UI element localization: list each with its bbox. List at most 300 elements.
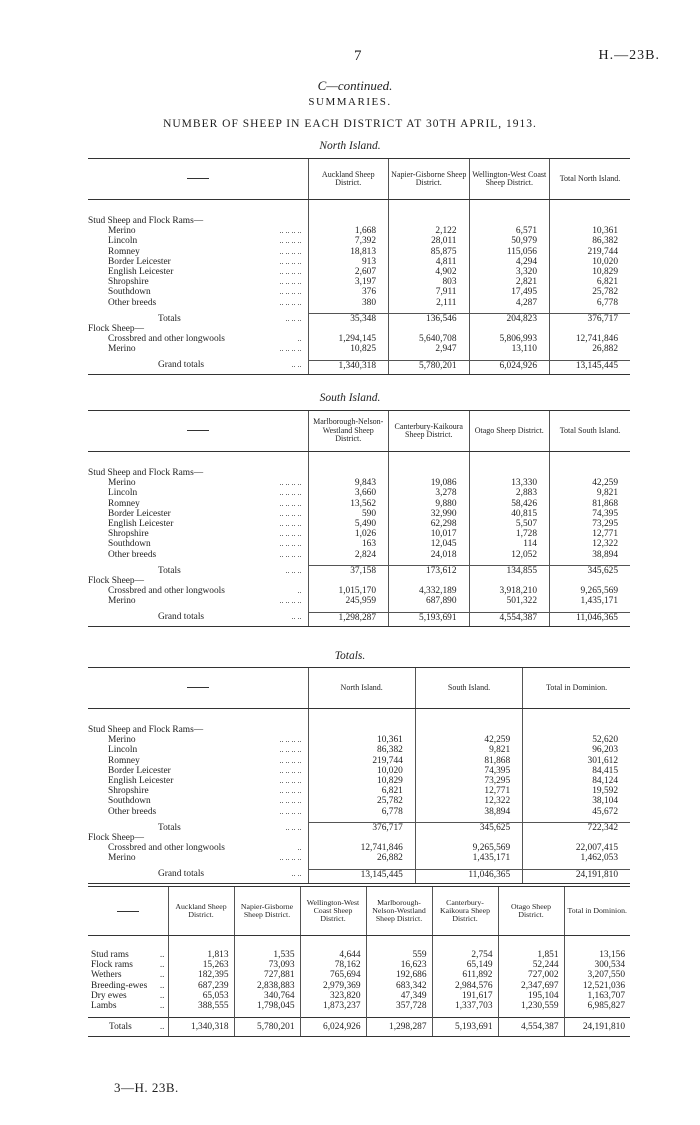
value-cell: 1,298,287	[366, 1018, 432, 1037]
table-row	[88, 843, 630, 853]
column-header: Total in Dominion.	[523, 668, 630, 709]
header-stub	[88, 411, 308, 452]
value-cell: 300,534	[564, 960, 630, 970]
value-cell: 13,145,445	[550, 360, 631, 374]
table-row	[88, 960, 630, 970]
value-cell: 12,521,036	[564, 981, 630, 991]
value-cell: 65,149	[432, 960, 498, 970]
north-island-title: North Island.	[319, 140, 381, 152]
value-cell: 81,868	[415, 756, 522, 766]
leader-dots: .. .. .. ..	[279, 745, 302, 755]
value-cell: 16,623	[366, 960, 432, 970]
value-cell: 10,020	[550, 257, 631, 267]
value-cell: 12,741,846	[550, 334, 631, 344]
value-cell: 1,873,237	[300, 1001, 366, 1011]
table-row	[88, 745, 630, 755]
column-header: Wellington-West Coast Sheep District.	[300, 887, 366, 936]
value-cell: 195,104	[498, 991, 564, 1001]
leader-dots: .. .. .. ..	[279, 508, 302, 518]
value-cell: 13,330	[469, 478, 550, 488]
column-header: Napier-Gisborne Sheep District.	[389, 159, 470, 200]
leader-dots: .. .. .. ..	[279, 755, 302, 765]
leader-dots: ..	[297, 334, 302, 344]
row-label: Totals	[158, 822, 181, 833]
leader-dots: .. .. .. ..	[279, 478, 302, 488]
value-cell: 13,156	[564, 950, 630, 960]
table-row	[88, 796, 630, 806]
value-cell: 45,672	[523, 807, 630, 817]
value-cell: 62,298	[389, 519, 470, 529]
value-cell: 78,162	[300, 960, 366, 970]
table-row	[88, 236, 630, 246]
value-cell: 9,843	[308, 478, 389, 488]
table-row	[88, 853, 630, 863]
table-row	[88, 277, 630, 287]
value-cell: 86,382	[308, 745, 415, 755]
continued-heading: C—continued.	[317, 78, 393, 93]
value-cell: 2,754	[432, 950, 498, 960]
value-cell: 52,620	[523, 735, 630, 745]
table-row	[88, 499, 630, 509]
value-cell: 803	[389, 277, 470, 287]
value-cell: 37,158	[308, 565, 389, 576]
group-heading-row	[88, 833, 630, 843]
table-row	[88, 478, 630, 488]
group-heading: Stud Sheep and Flock Rams—	[88, 216, 204, 226]
column-header: Canterbury-Kaikoura Sheep District.	[432, 887, 498, 936]
row-label	[88, 950, 168, 960]
value-cell: 4,332,189	[389, 586, 470, 596]
column-header: Napier-Gisborne Sheep District.	[234, 887, 300, 936]
column-header: Canterbury-Kaikoura Sheep District.	[389, 411, 470, 452]
value-cell: 84,124	[523, 776, 630, 786]
value-cell: 4,554,387	[498, 1018, 564, 1037]
footer-ref: 3—H. 23B.	[114, 1080, 179, 1095]
value-cell: 52,244	[498, 960, 564, 970]
column-header: Marlborough-Nelson-Westland Sheep District.	[366, 887, 432, 936]
value-cell: 5,507	[469, 519, 550, 529]
row-label: Border Leicester	[108, 508, 171, 519]
value-cell: 2,838,883	[234, 981, 300, 991]
value-cell: 192,686	[366, 970, 432, 980]
totals-row	[88, 565, 630, 576]
value-cell: 380	[308, 298, 389, 308]
table-row	[88, 776, 630, 786]
value-cell: 4,287	[469, 298, 550, 308]
header-stub	[88, 668, 308, 709]
value-cell: 4,644	[300, 950, 366, 960]
value-cell: 24,191,810	[523, 869, 630, 883]
classes-summary-table	[88, 886, 630, 1037]
value-cell: 12,771	[550, 529, 631, 539]
leader-dots: .. .. .. ..	[279, 539, 302, 549]
value-cell: 245,959	[308, 596, 389, 606]
leader-dots: .. .. .. ..	[279, 596, 302, 606]
south-island-table	[88, 410, 630, 627]
group-heading: Flock Sheep—	[88, 576, 144, 587]
table-row	[88, 596, 630, 606]
column-header: Total North Island.	[550, 159, 631, 200]
value-cell: 727,002	[498, 970, 564, 980]
value-cell: 1,026	[308, 529, 389, 539]
value-cell: 3,660	[308, 488, 389, 498]
row-label: Crossbred and other longwools	[108, 586, 225, 597]
value-cell: 73,295	[415, 776, 522, 786]
value-cell: 1,851	[498, 950, 564, 960]
value-cell: 58,426	[469, 499, 550, 509]
value-cell: 11,046,365	[550, 612, 631, 626]
row-label: Shropshire	[108, 277, 149, 288]
value-cell: 10,829	[308, 776, 415, 786]
group-heading-row	[88, 468, 630, 478]
group-heading: Flock Sheep—	[88, 324, 144, 335]
value-cell: 19,086	[389, 478, 470, 488]
north-island-table	[88, 158, 630, 375]
value-cell: 96,203	[523, 745, 630, 755]
value-cell: 6,024,926	[469, 360, 550, 374]
value-cell: 340,764	[234, 991, 300, 1001]
row-label: Romney	[108, 246, 140, 257]
column-header: Otago Sheep District.	[469, 411, 550, 452]
value-cell: 17,495	[469, 287, 550, 297]
leader-dots: .. .. .. ..	[279, 267, 302, 277]
value-cell: 323,820	[300, 991, 366, 1001]
table-row	[88, 287, 630, 297]
row-label: Grand totals	[88, 869, 228, 883]
leader-dots: ..	[159, 1001, 165, 1012]
table-row	[88, 970, 630, 980]
value-cell: 25,782	[308, 796, 415, 806]
value-cell: 1,668	[308, 226, 389, 236]
page-number: 7	[354, 48, 362, 64]
table-row	[88, 981, 630, 991]
table-row	[88, 756, 630, 766]
value-cell: 683,342	[366, 981, 432, 991]
table-row	[88, 807, 630, 817]
value-cell: 687,239	[168, 981, 234, 991]
value-cell: 3,918,210	[469, 586, 550, 596]
value-cell: 9,821	[415, 745, 522, 755]
table-row	[88, 529, 630, 539]
leader-dots: .. .. .. ..	[279, 853, 302, 863]
value-cell: 13,145,445	[308, 869, 415, 883]
value-cell: 5,806,993	[469, 334, 550, 344]
value-cell: 15,263	[168, 960, 234, 970]
value-cell: 727,881	[234, 970, 300, 980]
row-label: English Leicester	[108, 776, 174, 787]
value-cell: 26,882	[308, 853, 415, 863]
value-cell: 9,265,569	[550, 586, 631, 596]
value-cell: 24,191,810	[564, 1018, 630, 1037]
value-cell: 74,395	[415, 766, 522, 776]
value-cell: 590	[308, 509, 389, 519]
value-cell: 136,546	[389, 313, 470, 324]
value-cell: 3,278	[389, 488, 470, 498]
leader-dots: .. .. .. ..	[279, 765, 302, 775]
table-row	[88, 586, 630, 596]
row-label	[88, 981, 168, 991]
row-label: Other breeds	[108, 806, 157, 817]
column-header: North Island.	[308, 668, 415, 709]
value-cell: 1,294,145	[308, 334, 389, 344]
leader-dots: ..	[159, 990, 165, 1001]
value-cell: 219,744	[308, 756, 415, 766]
value-cell: 219,744	[550, 247, 631, 257]
value-cell: 38,894	[415, 807, 522, 817]
leader-dots: .. .. .. ..	[279, 236, 302, 246]
table-row	[88, 257, 630, 267]
row-label: Merino	[108, 344, 136, 355]
column-header: Total South Island.	[550, 411, 631, 452]
value-cell: 6,985,827	[564, 1001, 630, 1011]
value-cell: 73,093	[234, 960, 300, 970]
group-heading-row	[88, 324, 630, 334]
value-cell: 10,825	[308, 344, 389, 354]
group-heading-row	[88, 216, 630, 226]
row-label	[88, 1001, 168, 1011]
value-cell: 50,979	[469, 236, 550, 246]
table-row	[88, 735, 630, 745]
grand-totals-row	[88, 869, 630, 883]
value-cell: 163	[308, 539, 389, 549]
row-label: Southdown	[108, 287, 151, 298]
value-cell: 2,122	[389, 226, 470, 236]
leader-dots: .. .. .. ..	[279, 488, 302, 498]
leader-dots: ..	[159, 950, 165, 960]
leader-dots: .. .. .. ..	[279, 297, 302, 307]
leader-dots: .. .. .. ..	[279, 344, 302, 354]
table-row	[88, 519, 630, 529]
row-label-text: Lambs	[91, 1001, 117, 1012]
row-label: Totals	[158, 313, 181, 324]
main-title: NUMBER OF SHEEP IN EACH DISTRICT AT 30TH APRIL, 1913.	[163, 118, 537, 130]
table-row	[88, 786, 630, 796]
row-label-text: Stud rams	[91, 950, 129, 960]
value-cell: 765,694	[300, 970, 366, 980]
leader-dots: .. ..	[228, 360, 308, 374]
table-row	[88, 247, 630, 257]
leader-dots: ..	[159, 980, 165, 991]
row-label-text: Breeding-ewes	[91, 980, 148, 991]
value-cell: 12,322	[550, 539, 631, 549]
row-label: Merino	[108, 735, 136, 746]
summaries-heading: SUMMARIES.	[308, 96, 392, 108]
column-header: Marlborough-Nelson-Westland Sheep District.	[308, 411, 389, 452]
row-label: Totals	[158, 565, 181, 576]
leader-dots: .. .. ..	[285, 313, 302, 323]
totals-table	[88, 667, 630, 884]
value-cell: 24,018	[389, 550, 470, 560]
totals-row	[88, 313, 630, 324]
value-cell: 12,052	[469, 550, 550, 560]
value-cell: 2,984,576	[432, 981, 498, 991]
leader-dots: .. .. .. ..	[279, 498, 302, 508]
totals-row	[88, 822, 630, 833]
leader-dots: ..	[159, 970, 165, 981]
value-cell: 1,337,703	[432, 1001, 498, 1011]
value-cell: 1,813	[168, 950, 234, 960]
value-cell: 1,015,170	[308, 586, 389, 596]
leader-dots: .. .. ..	[285, 565, 302, 575]
value-cell: 4,902	[389, 267, 470, 277]
value-cell: 13,562	[308, 499, 389, 509]
value-cell: 12,045	[389, 539, 470, 549]
totals-title: Totals.	[334, 650, 366, 662]
value-cell: 182,395	[168, 970, 234, 980]
value-cell: 38,104	[523, 796, 630, 806]
row-label: English Leicester	[108, 519, 174, 530]
value-cell: 4,294	[469, 257, 550, 267]
value-cell: 12,741,846	[308, 843, 415, 853]
value-cell: 687,890	[389, 596, 470, 606]
value-cell: 6,778	[308, 807, 415, 817]
leader-dots: .. .. .. ..	[279, 226, 302, 236]
header-stub	[88, 887, 168, 936]
row-label: English Leicester	[108, 267, 174, 278]
south-island-title: South Island.	[319, 392, 381, 404]
row-label-text: Wethers	[91, 970, 122, 981]
value-cell: 2,111	[389, 298, 470, 308]
column-header: Auckland Sheep District.	[308, 159, 389, 200]
value-cell: 19,592	[523, 786, 630, 796]
value-cell: 7,911	[389, 287, 470, 297]
leader-dots: ..	[297, 586, 302, 596]
value-cell: 5,490	[308, 519, 389, 529]
column-header: Wellington-West Coast Sheep District.	[469, 159, 550, 200]
row-label: Other breeds	[108, 297, 157, 308]
value-cell: 191,617	[432, 991, 498, 1001]
value-cell: 73,295	[550, 519, 631, 529]
table-row	[88, 991, 630, 1001]
row-label: Merino	[108, 478, 136, 489]
value-cell: 22,007,415	[523, 843, 630, 853]
value-cell: 2,979,369	[300, 981, 366, 991]
value-cell: 1,435,171	[550, 596, 631, 606]
value-cell: 5,193,691	[389, 612, 470, 626]
value-cell: 345,625	[415, 822, 522, 833]
leader-dots: ..	[297, 843, 302, 853]
row-label: Lincoln	[108, 745, 138, 756]
value-cell: 81,868	[550, 499, 631, 509]
value-cell: 5,780,201	[389, 360, 470, 374]
table-row	[88, 539, 630, 549]
value-cell: 28,011	[389, 236, 470, 246]
value-cell: 4,811	[389, 257, 470, 267]
table-row	[88, 298, 630, 308]
leader-dots: .. .. .. ..	[279, 277, 302, 287]
group-heading: Stud Sheep and Flock Rams—	[88, 725, 204, 735]
value-cell: 3,197	[308, 277, 389, 287]
row-label: Southdown	[108, 796, 151, 807]
value-cell: 501,322	[469, 596, 550, 606]
leader-dots: .. .. .. ..	[279, 549, 302, 559]
row-label: Grand totals	[88, 360, 228, 374]
leader-dots: .. .. ..	[285, 822, 302, 832]
grand-totals-row	[88, 612, 630, 626]
value-cell: 74,395	[550, 509, 631, 519]
row-label: Shropshire	[108, 786, 149, 797]
row-label	[88, 991, 168, 1001]
row-label: Other breeds	[108, 549, 157, 560]
group-heading-row	[88, 576, 630, 586]
value-cell: 11,046,365	[415, 869, 522, 883]
value-cell: 345,625	[550, 565, 631, 576]
row-label-text: Dry ewes	[91, 990, 127, 1001]
value-cell: 5,780,201	[234, 1018, 300, 1037]
value-cell: 5,640,708	[389, 334, 470, 344]
value-cell: 10,017	[389, 529, 470, 539]
value-cell: 6,571	[469, 226, 550, 236]
value-cell: 1,728	[469, 529, 550, 539]
value-cell: 9,265,569	[415, 843, 522, 853]
value-cell: 1,340,318	[168, 1018, 234, 1037]
table-row	[88, 488, 630, 498]
leader-dots: ..	[159, 960, 165, 971]
group-heading: Flock Sheep—	[88, 833, 144, 844]
value-cell: 913	[308, 257, 389, 267]
value-cell: 204,823	[469, 313, 550, 324]
value-cell: 1,462,053	[523, 853, 630, 863]
value-cell: 85,875	[389, 247, 470, 257]
value-cell: 4,554,387	[469, 612, 550, 626]
value-cell: 2,607	[308, 267, 389, 277]
column-header: Auckland Sheep District.	[168, 887, 234, 936]
row-label: Crossbred and other longwools	[108, 843, 225, 854]
row-label: Grand totals	[88, 612, 228, 626]
row-label: Border Leicester	[108, 256, 171, 267]
column-header: South Island.	[415, 668, 522, 709]
group-heading: Stud Sheep and Flock Rams—	[88, 468, 204, 478]
value-cell: 3,320	[469, 267, 550, 277]
table-row	[88, 950, 630, 960]
leader-dots: .. .. .. ..	[279, 256, 302, 266]
row-label: Crossbred and other longwools	[108, 334, 225, 345]
column-header: Otago Sheep District.	[498, 887, 564, 936]
value-cell: 5,193,691	[432, 1018, 498, 1037]
leader-dots: .. ..	[228, 869, 308, 883]
value-cell: 40,815	[469, 509, 550, 519]
value-cell: 2,821	[469, 277, 550, 287]
grand-totals-row	[88, 360, 630, 374]
value-cell: 47,349	[366, 991, 432, 1001]
value-cell: 42,259	[550, 478, 631, 488]
value-cell: 134,855	[469, 565, 550, 576]
value-cell: 6,821	[550, 277, 631, 287]
row-label: Merino	[108, 853, 136, 864]
leader-dots: .. .. .. ..	[279, 519, 302, 529]
value-cell: 9,880	[389, 499, 470, 509]
row-label: Romney	[108, 755, 140, 766]
value-cell: 3,207,550	[564, 970, 630, 980]
value-cell: 42,259	[415, 735, 522, 745]
table-row	[88, 550, 630, 560]
leader-dots: .. .. .. ..	[279, 806, 302, 816]
table-row	[88, 334, 630, 344]
leader-dots: ..	[159, 1022, 165, 1033]
value-cell: 6,024,926	[300, 1018, 366, 1037]
row-label-text: Totals	[109, 1022, 132, 1033]
value-cell: 12,322	[415, 796, 522, 806]
value-cell: 12,771	[415, 786, 522, 796]
value-cell: 2,347,697	[498, 981, 564, 991]
table-row	[88, 1001, 630, 1011]
value-cell: 86,382	[550, 236, 631, 246]
row-label-text: Flock rams	[91, 960, 133, 971]
value-cell: 13,110	[469, 344, 550, 354]
row-label: Border Leicester	[108, 765, 171, 776]
value-cell: 1,230,559	[498, 1001, 564, 1011]
value-cell: 10,829	[550, 267, 631, 277]
